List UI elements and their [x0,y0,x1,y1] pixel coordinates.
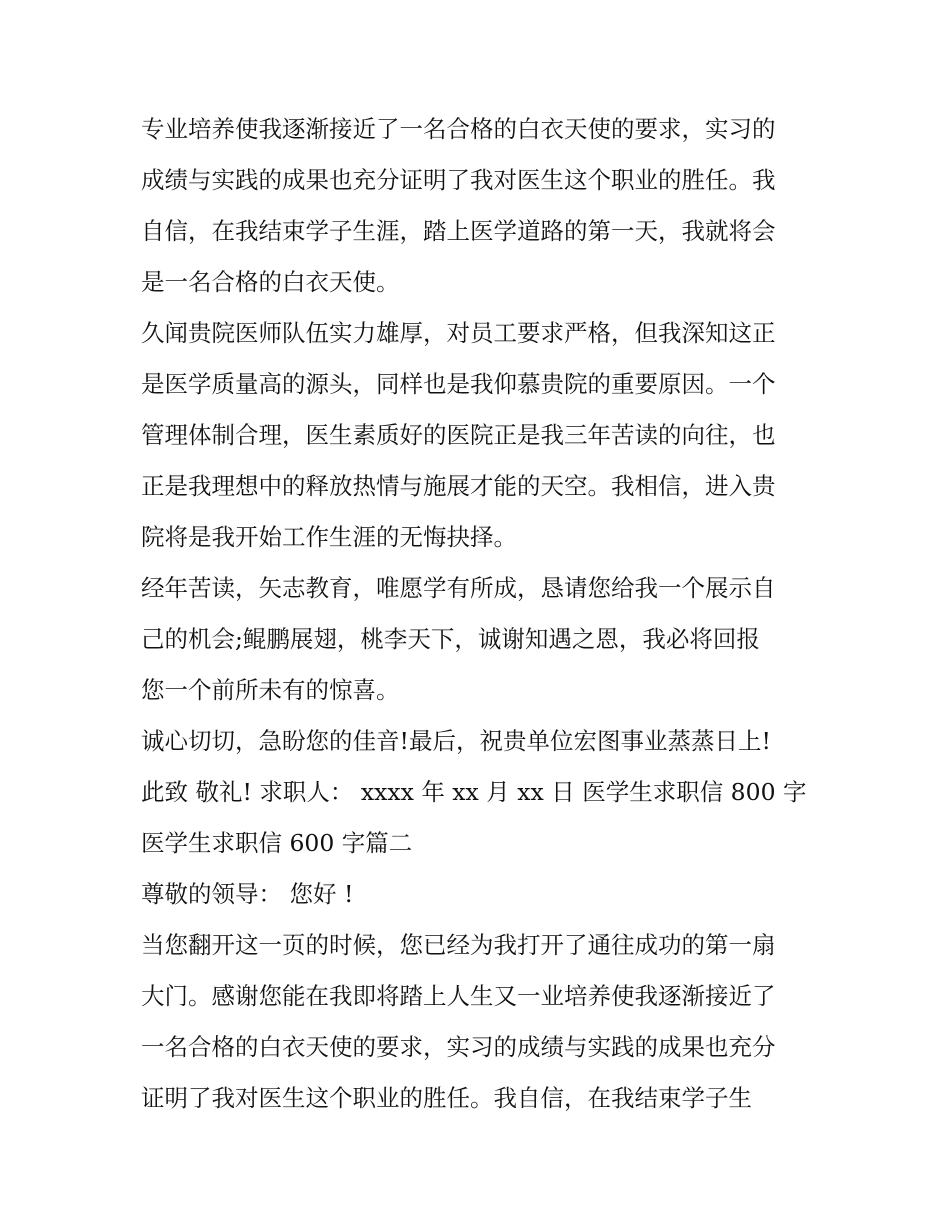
text-line: 自信，在我结束学子生涯，踏上医学道路的第一天，我就将会 [141,217,776,245]
text-line: 是医学质量高的源头，同样也是我仰慕贵院的重要原因。一个 [141,370,776,398]
text-line: 管理体制合理，医生素质好的医院正是我三年苦读的向往，也 [141,421,776,449]
text-line: 证明了我对医生这个职业的胜任。我自信，在我结束学子生 [141,1084,752,1112]
text-line: 尊敬的领导： 您好 ! [141,880,354,908]
text-line: 此致 敬礼! 求职人： xxxx 年 xx 月 xx 日 医学生求职信 800 字 [141,778,807,806]
text-line: 久闻贵院医师队伍实力雄厚，对员工要求严格，但我深知这正 [141,319,776,347]
text-line: 大门。感谢您能在我即将踏上人生又一业培养使我逐渐接近了 [141,982,776,1010]
text-line: 专业培养使我逐渐接近了一名合格的白衣天使的要求，实习的 [141,115,776,143]
text-line: 正是我理想中的释放热情与施展才能的天空。我相信，进入贵 [141,472,776,500]
text-line: 经年苦读，矢志教育，唯愿学有所成，恳请您给我一个展示自 [141,574,776,602]
text-line: 诚心切切，急盼您的佳音!最后，祝贵单位宏图事业蒸蒸日上! [141,727,771,755]
text-line: 己的机会;鲲鹏展翅，桃李天下，诚谢知遇之恩，我必将回报 [141,625,760,653]
text-line: 院将是我开始工作生涯的无悔抉择。 [141,523,517,551]
text-line: 一名合格的白衣天使的要求，实习的成绩与实践的成果也充分 [141,1033,776,1061]
text-line: 医学生求职信 600 字篇二 [141,829,413,857]
text-line: 是一名合格的白衣天使。 [141,268,400,296]
document-body [141,104,821,1124]
text-line: 成绩与实践的成果也充分证明了我对医生这个职业的胜任。我 [141,166,776,194]
text-line: 您一个前所未有的惊喜。 [141,676,400,704]
text-line: 当您翻开这一页的时候，您已经为我打开了通往成功的第一扇 [141,931,776,959]
